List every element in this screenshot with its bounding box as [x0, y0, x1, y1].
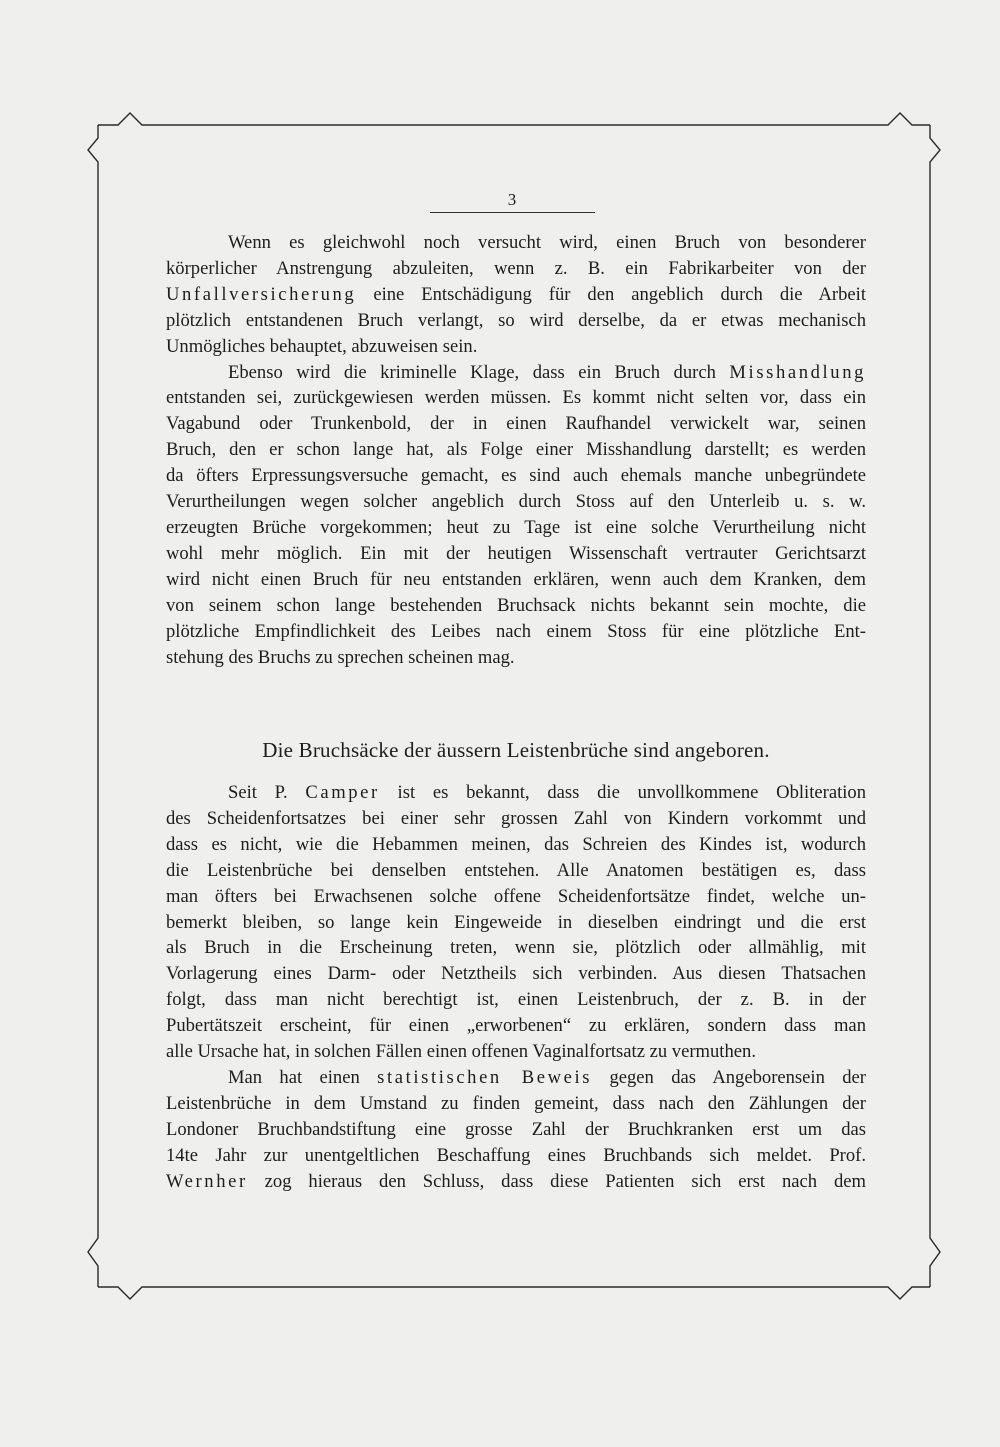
section-heading: Die Bruchsäcke der äussern Leistenbrüche sind angeboren. — [262, 738, 770, 762]
text-line: plötzlich entstandenen Bruch verlangt, so wird derselbe, da er etwas mechanisch — [166, 309, 866, 331]
text-line-rest: eine Entschädigung für den angeblich durch die Arbeit — [356, 283, 866, 305]
text-line: entstanden sei, zurückgewiesen werden müssen. Es kommt nicht selten vor, dass ein — [166, 387, 866, 409]
text-line: 14te Jahr zur unentgeltlichen Beschaffung eines Bruchbands sich meldet. Prof. — [166, 1144, 866, 1166]
paragraph — [166, 230, 866, 360]
paragraph — [166, 360, 866, 671]
text-line: als Bruch in die Erscheinung treten, wenn sie, plötzlich oder allmählig, mit — [166, 937, 866, 959]
text-line: Londoner Bruchbandstiftung eine grosse Zahl der Bruchkranken erst um das — [166, 1118, 866, 1140]
text-line: Verurtheilungen wegen solcher angeblich durch Stoss auf den Unterleib u. s. w. — [166, 491, 866, 513]
text-line: wird nicht einen Bruch für neu entstanden erklären, wenn auch dem Kranken, dem — [166, 568, 866, 590]
text-block-2 — [166, 780, 866, 1195]
text-line: Pubertätszeit erscheint, für einen „erworbenen“ zu erklären, sondern dass man — [166, 1015, 866, 1037]
text-line: alle Ursache hat, in solchen Fällen einen offenen Vaginalfortsatz zu vermuthen. — [166, 1041, 756, 1063]
text-line: von seinem schon lange bestehenden Bruchsack nichts bekannt sein mochte, die — [166, 594, 866, 616]
text-line: man öfters bei Erwachsenen solche offene Scheidenfortsätze findet, welche un- — [166, 885, 866, 907]
text-line-rest: ist es bekannt, dass die unvollkommene Obliteration — [379, 782, 866, 803]
page-number: 3 — [507, 190, 518, 209]
text-line: Vagabund oder Trunkenbold, der in einen Raufhandel verwickelt war, seinen — [166, 413, 866, 435]
paragraph — [166, 780, 866, 1065]
text-line: körperlicher Anstrengung abzuleiten, wenn z. B. ein Fabrikarbeiter von der — [166, 257, 866, 279]
text-line: Bruch, den er schon lange hat, als Folge einer Misshandlung darstellt; es werden — [166, 439, 866, 461]
text-line-start: Man hat einen — [228, 1066, 378, 1088]
text-line: erzeugten Brüche vorgekommen; heut zu Tage ist eine solche Verurtheilung nicht — [166, 516, 866, 538]
text-line — [166, 780, 866, 806]
emphasized-text: Unfallversicherung — [166, 283, 357, 305]
text-line-start: Ebenso wird die kriminelle Klage, dass ein Bruch durch — [228, 361, 730, 383]
text-block-1 — [166, 230, 866, 670]
emphasized-text: Wernher — [166, 1170, 248, 1192]
text-line — [166, 1065, 866, 1091]
text-line: folgt, dass man nicht berechtigt ist, einen Leistenbruch, der z. B. in der — [166, 989, 866, 1011]
text-line — [166, 1169, 866, 1195]
text-line-rest: gegen das Angeborensein der — [592, 1066, 866, 1088]
text-line — [166, 360, 866, 386]
text-line: stehung des Bruchs zu sprechen scheinen mag. — [166, 646, 515, 668]
text-line-rest: zog hieraus den Schluss, dass diese Patienten sich erst nach dem — [247, 1170, 866, 1192]
emphasized-text: statistischen Beweis — [377, 1066, 593, 1088]
page-number-rule — [430, 212, 595, 213]
emphasized-text: Camper — [305, 782, 380, 803]
text-line: bemerkt bleiben, so lange kein Eingeweide in dieselben eindringt und die erst — [166, 911, 866, 933]
text-line: wohl mehr möglich. Ein mit der heutigen Wissenschaft vertrauter Gerichtsarzt — [166, 542, 866, 564]
text-line: die Leistenbrüche bei denselben entstehen. Alle Anatomen bestätigen es, dass — [166, 859, 866, 881]
text-line: des Scheidenfortsatzes bei einer sehr grossen Zahl von Kindern vorkommt und — [166, 807, 866, 829]
text-line: Wenn es gleichwohl noch versucht wird, einen Bruch von besonderer — [228, 232, 866, 253]
paragraph — [166, 1065, 866, 1195]
text-line-start: Seit P. — [228, 782, 306, 803]
text-line: plötzliche Empfindlichkeit des Leibes nach einem Stoss für eine plötzliche Ent- — [166, 620, 866, 642]
text-line: Unmögliches behauptet, abzuweisen sein. — [166, 335, 478, 357]
text-line: da öfters Erpressungsversuche gemacht, es sind auch ehemals manche unbegründete — [166, 465, 866, 487]
emphasized-text: Misshandlung — [729, 361, 866, 383]
text-line: Vorlagerung eines Darm- oder Netztheils sich verbinden. Aus diesen Thatsachen — [166, 963, 866, 985]
text-line: dass es nicht, wie die Hebammen meinen, das Schreien des Kindes ist, wodurch — [166, 833, 866, 855]
text-line: Leistenbrüche in dem Umstand zu finden gemeint, dass nach den Zählungen der — [166, 1092, 866, 1114]
text-line — [166, 282, 866, 308]
